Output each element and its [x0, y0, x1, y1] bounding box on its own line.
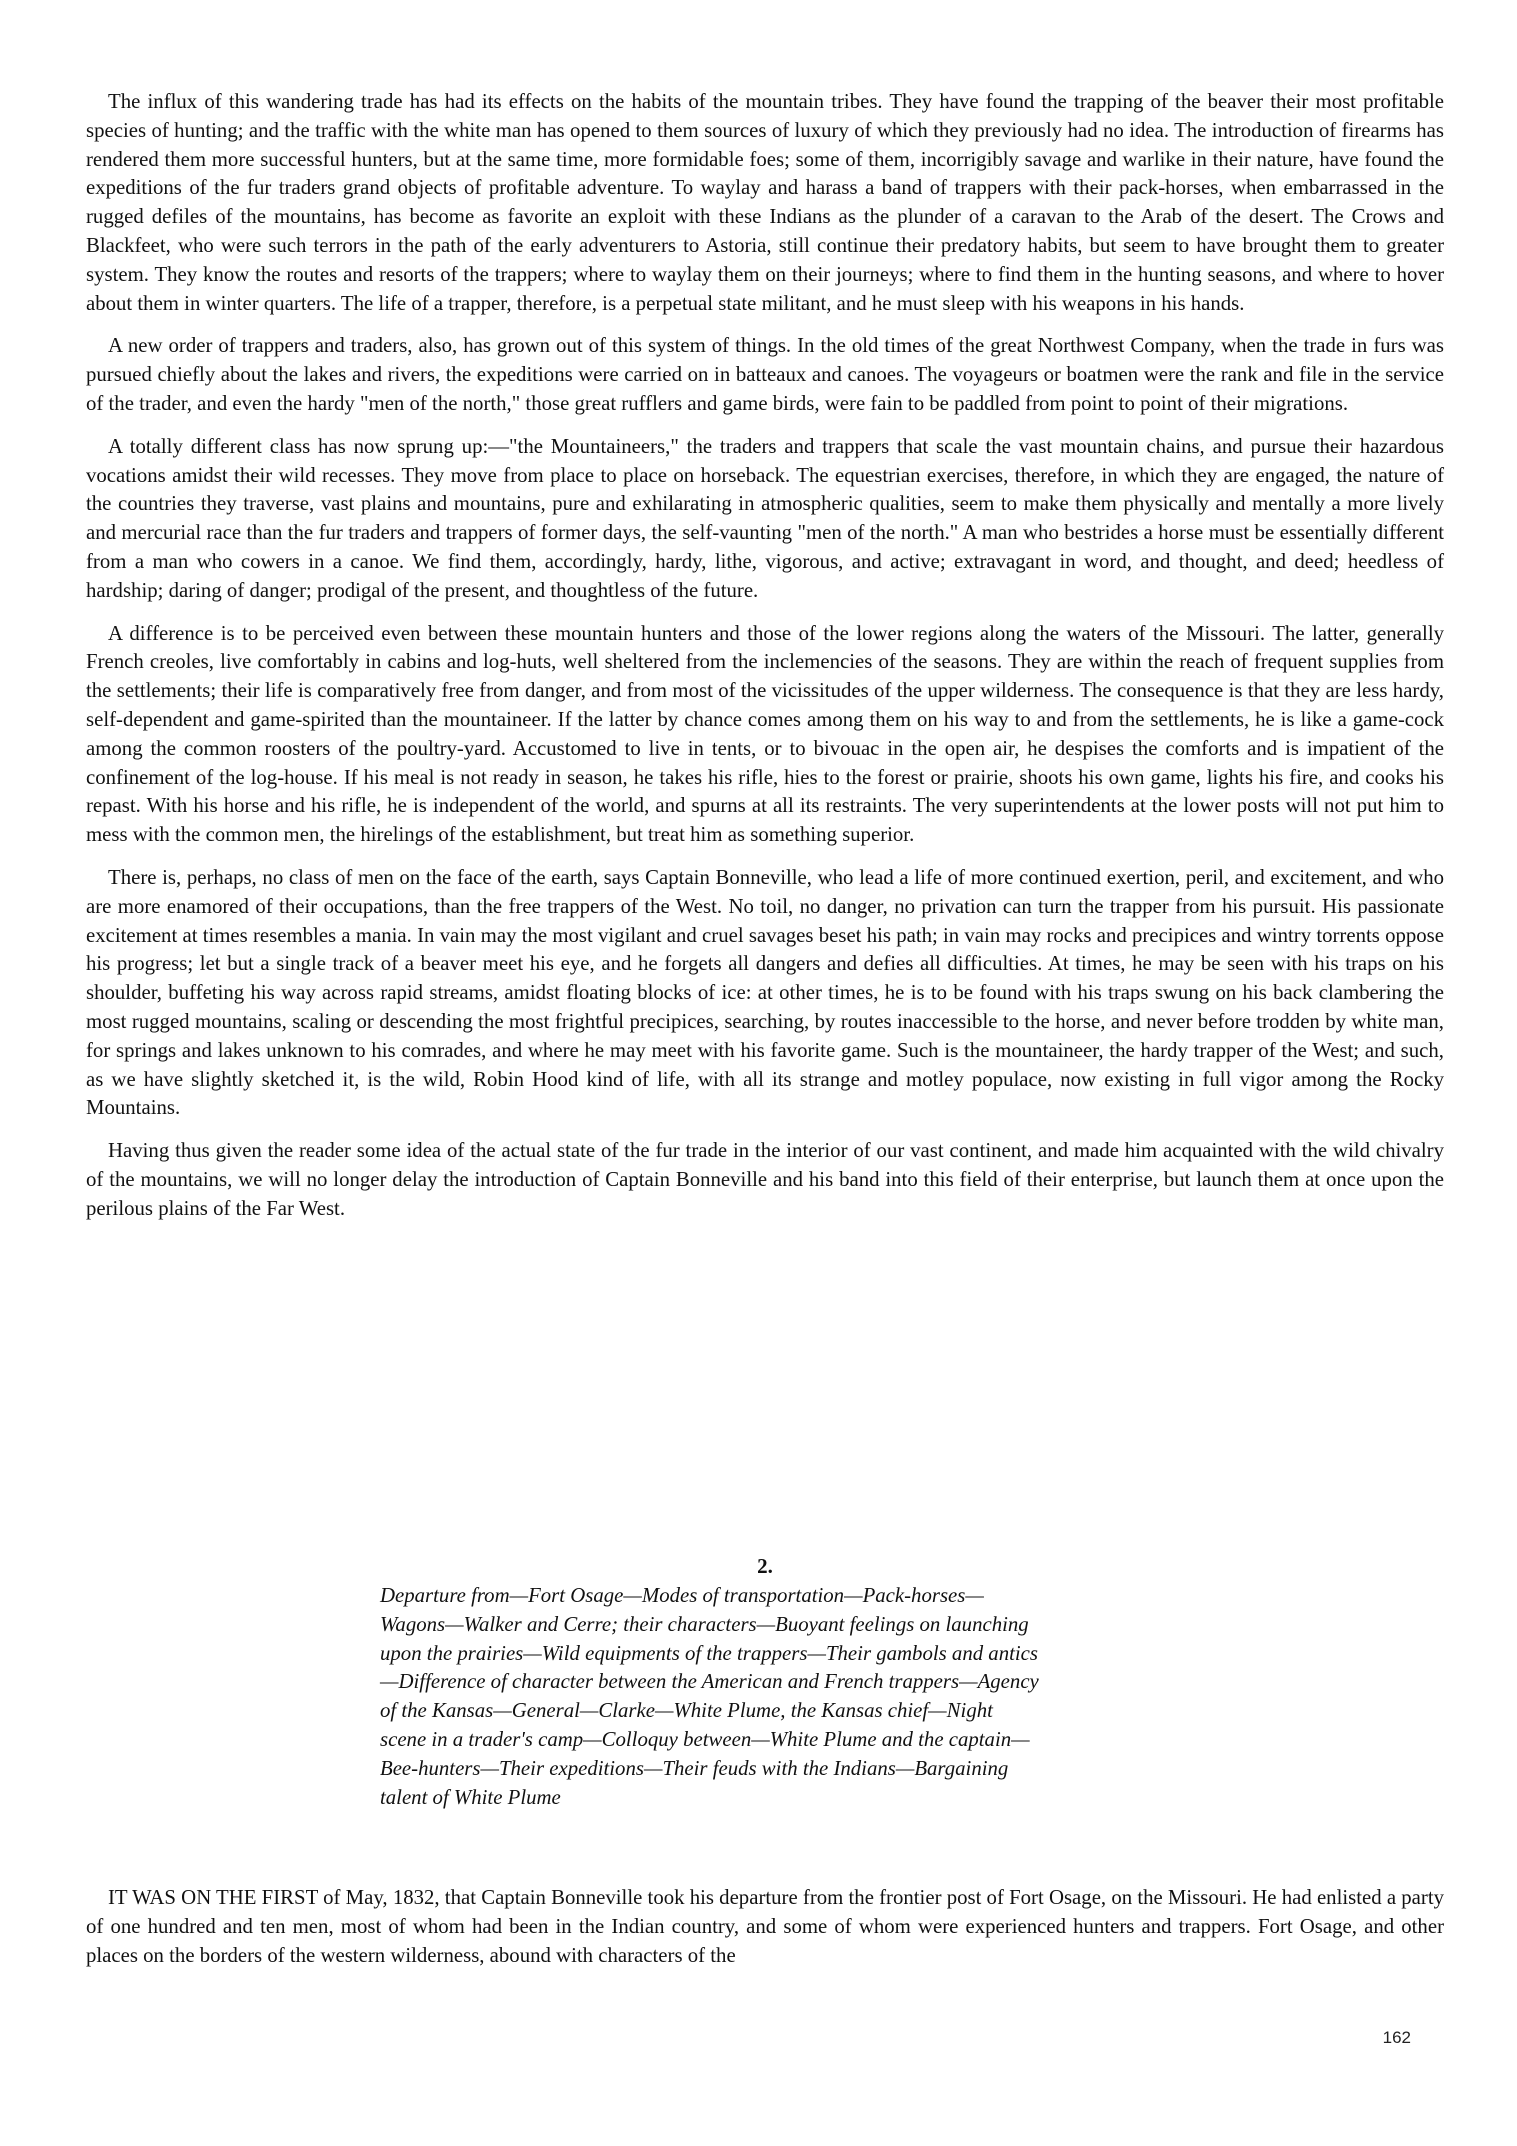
chapter-synopsis: Departure from—Fort Osage—Modes of transportation—Pack-horses—Wagons—Walker and Cerre; their characters—Buoyant feelings on launching upon the prairies—Wild equipments of the trappers—Their gambols and antics—Difference of character between the American and French trappers—Agency of the Kansas—General—Clarke—White Plume, the Kansas chief—Night scene in a trader's camp—Colloquy between—White Plume and the captain—Bee-hunters—Their expeditions—Their feuds with the Indians—Bargaining talent of White Plume [380, 1584, 1039, 1809]
paragraph-mountaineers: A totally different class has now sprung up:—"the Mountaineers," the traders and trappers that scale the vast mountain chains, and pursue their hazardous vocations amidst their wild recesses. They move from place to place on horseback. The equestrian exercises, therefore, in which they are engaged, the nature of the countries they traverse, vast plains and mountains, pure and exhilarating in atmospheric qualities, seem to make them physically and mentally a more lively and mercurial race than the fur traders and trappers of former days, the self-vaunting "men of the north." A man who bestrides a horse must be essentially different from a man who cowers in a canoe. We find them, accordingly, hardy, lithe, vigorous, and active; extravagant in word, and thought, and deed; heedless of hardship; daring of danger; prodigal of the present, and thoughtless of the future. [86, 434, 1444, 602]
chapter-body [86, 1884, 1444, 1984]
paragraph-conclusion: Having thus given the reader some idea of the actual state of the fur trade in the interior of our vast continent, and made him acquainted with the wild chivalry of the mountains, we will no longer delay the introduction of Captain Bonneville and his band into this field of their enterprise, but launch them at once upon the perilous plains of the Far West. [86, 1139, 1444, 1220]
paragraph-difference: A difference is to be perceived even between these mountain hunters and those of the lower regions along the waters of the Missouri. The latter, generally French creoles, live comfortably in cabins and log-huts, well sheltered from the inclemencies of the seasons. They are within the reach of frequent supplies from the settlements; their life is comparatively free from danger, and from most of the vicissitudes of the upper wilderness. The consequence is that they are less hardy, self-dependent and game-spirited than the mountaineer. If the latter by chance comes among them on his way to and from the settlements, he is like a game-cock among the common roosters of the poultry-yard. Accustomed to live in tents, or to bivouac in the open air, he despises the comforts and is impatient of the confinement of the log-house. If his meal is not ready in season, he takes his rifle, hies to the forest or prairie, shoots his own game, lights his fire, and cooks his repast. With his horse and his rifle, he is independent of the world, and spurns at all its restraints. The very superintendents at the lower posts will not put him to mess with the common men, the hirelings of the establishment, but treat him as something superior. [86, 621, 1444, 847]
paragraph-mountain-tribes: The influx of this wandering trade has had its effects on the habits of the mountain tribes. They have found the trapping of the beaver their most profitable species of hunting; and the traffic with the white man has opened to them sources of luxury of which they previously had no idea. The introduction of firearms has rendered them more successful hunters, but at the same time, more formidable foes; some of them, incorrigibly savage and warlike in their nature, have found the expeditions of the fur traders grand objects of profitable adventure. To waylay and harass a band of trappers with their pack-horses, when embarrassed in the rugged defiles of the mountains, has become as favorite an exploit with these Indians as the plunder of a caravan to the Arab of the desert. The Crows and Blackfeet, who were such terrors in the path of the early adventurers to Astoria, still continue their predatory habits, but seem to have brought them to greater system. They know the routes and resorts of the trappers; where to waylay them on their journeys; where to find them in the hunting seasons, and where to hover about them in winter quarters. The life of a trapper, therefore, is a perpetual state militant, and he must sleep with his weapons in his hands. [86, 90, 1444, 315]
page-number: 162 [1382, 2028, 1411, 2047]
document-page [86, 88, 1444, 1967]
paragraph-chapter-opening: IT WAS ON THE FIRST of May, 1832, that Captain Bonneville took his departure from the frontier post of Fort Osage, on the Missouri. He had enlisted a party of one hundred and ten men, most of whom had been in the Indian country, and some of whom were experienced hunters and trappers. Fort Osage, and other places on the borders of the western wilderness, abound with characters of the [86, 1886, 1444, 1967]
chapter-number: 2. [757, 1554, 773, 1578]
paragraph-new-order: A new order of trappers and traders, also, has grown out of this system of things. In the old times of the great Northwest Company, when the trade in furs was pursued chiefly about the lakes and rivers, the expeditions were carried on in batteaux and canoes. The voyageurs or boatmen were the rank and file in the service of the trader, and even the hardy "men of the north," those great rufflers and game birds, were fain to be paddled from point to point of their migrations. [86, 334, 1444, 415]
paragraph-free-trappers: There is, perhaps, no class of men on the face of the earth, says Captain Bonneville, who lead a life of more continued exertion, peril, and excitement, and who are more enamored of their occupations, than the free trappers of the West. No toil, no danger, no privation can turn the trapper from his pursuit. His passionate excitement at times resembles a mania. In vain may the most vigilant and cruel savages beset his path; in vain may rocks and precipices and wintry torrents oppose his progress; let but a single track of a beaver meet his eye, and he forgets all dangers and defies all difficulties. At times, he may be seen with his traps on his shoulder, buffeting his way across rapid streams, amidst floating blocks of ice: at other times, he is to be found with his traps swung on his back clambering the most rugged mountains, scaling or descending the most frightful precipices, searching, by routes inaccessible to the horse, and never before trodden by white man, for springs and lakes unknown to his comrades, and where he may meet with his favorite game. Such is the mountaineer, the hardy trapper of the West; and such, as we have slightly sketched it, is the wild, Robin Hood kind of life, with all its strange and motley populace, now existing in full vigor among the Rocky Mountains. [86, 865, 1444, 1120]
